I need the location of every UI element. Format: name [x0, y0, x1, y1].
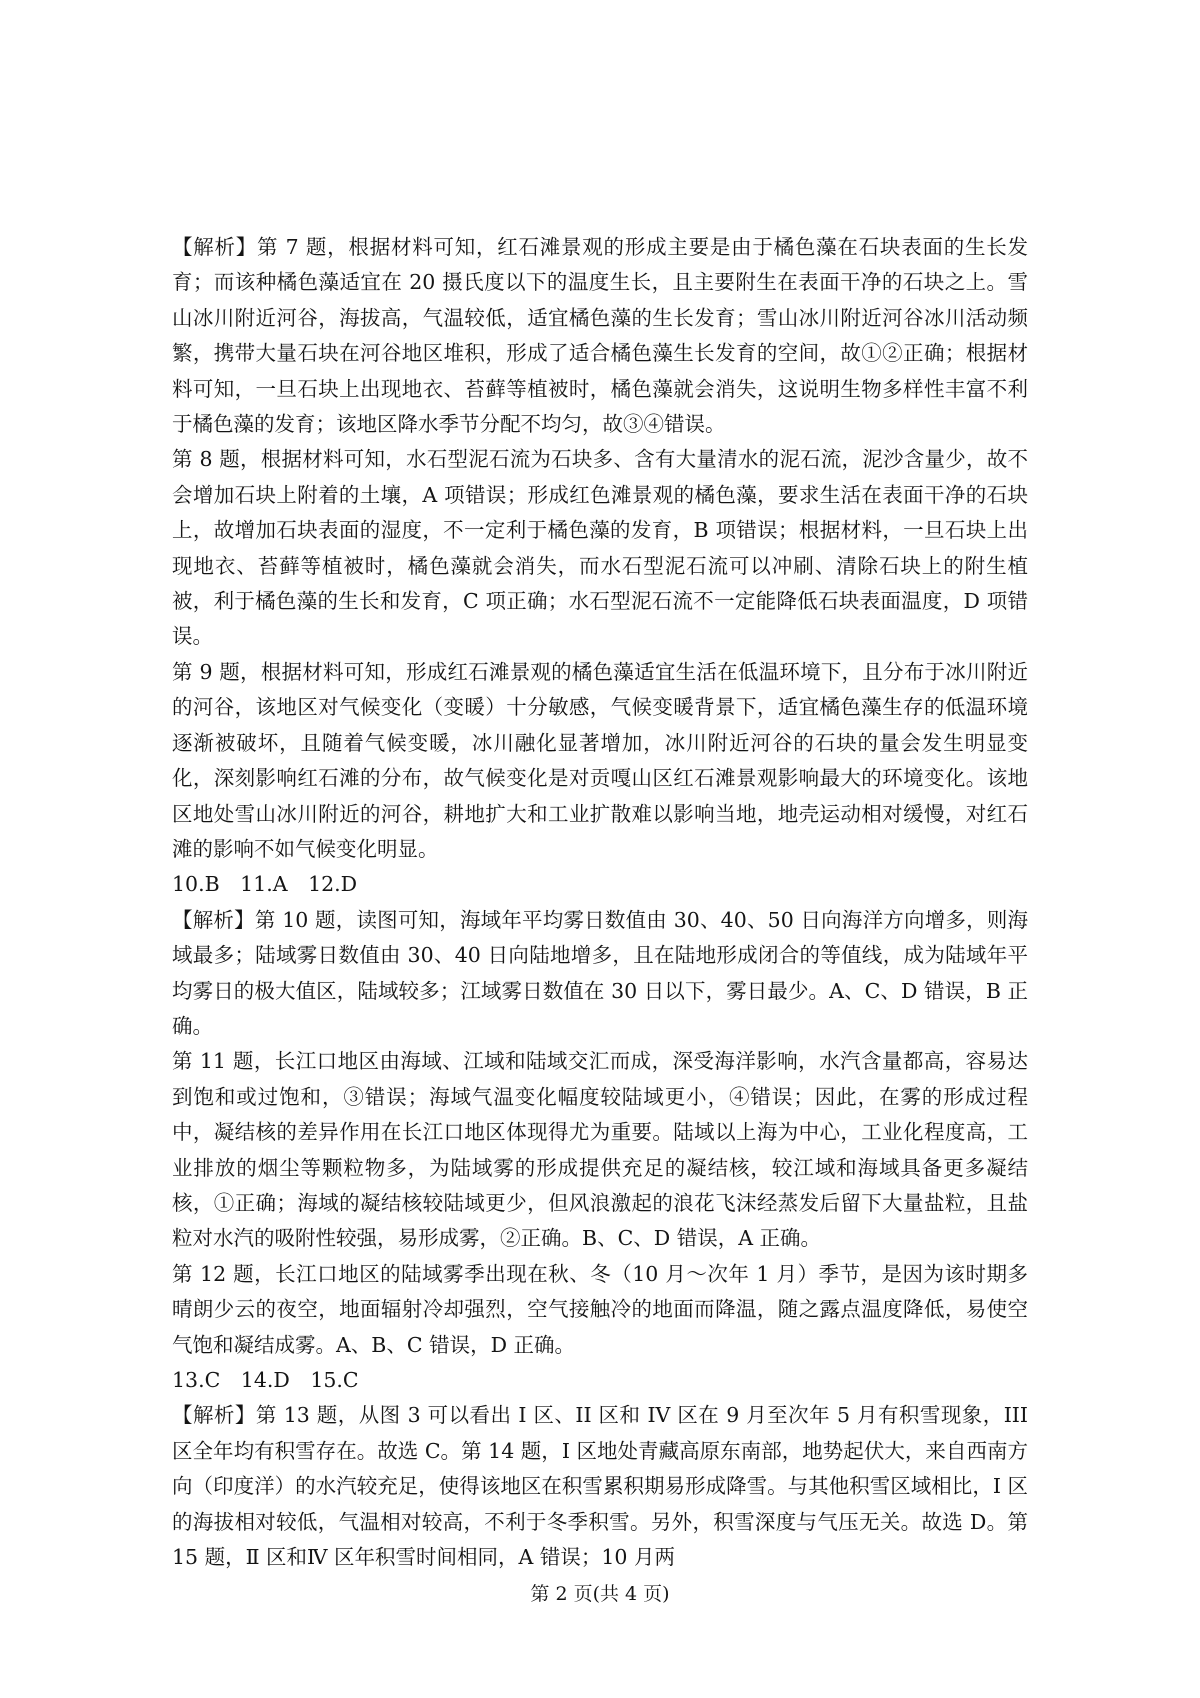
explanation-content	[172, 230, 1028, 1575]
explanation-q13-15	[172, 1398, 1028, 1575]
explanation-q11: 第 11 题，长江口地区由海域、江域和陆域交汇而成，深受海洋影响，水汽含量都高，容易达到饱和或过饱和，③错误；海域气温变化幅度较陆域更小，④错误；因此，在雾的形成过程中，凝结核的差异作用在长江口地区体现得尤为重要。陆域以上海为中心，工业化程度高，工业排放的烟尘等颗粒物多，为陆域雾的形成提供充足的凝结核，较江域和海域具备更多凝结核，①正确；海域的凝结核较陆域更少，但风浪激起的浪花飞沫经蒸发后留下大量盐粒，且盐粒对水汽的吸附性较强，易形成雾，②正确。B、C、D 错误，A 正确。	[172, 1049, 1028, 1251]
explanation-q13-15-text: 第 13 题，从图 3 可以看出 I 区、II 区和 IV 区在 9 月至次年 5 月有积雪现象，III 区全年均有积雪存在。故选 C。第 14 题，I 区地处青藏高原东南部，地势起伏大，来自西南方向（印度洋）的水汽较充足，使得该地区在积雪累积期易形成降雪。与其他积雪区域相比，I 区的海拔相对较低，气温相对较高，不利于冬季积雪。另外，积雪深度与气压无关。故选 D。第 15 题，Ⅱ 区和Ⅳ 区年积雪时间相同，A 错误；10 月两	[172, 1403, 1028, 1570]
analysis-tag: 【解析】	[172, 235, 258, 259]
answers-10-12: 10.B 11.A 12.D	[172, 872, 358, 897]
page-number: 第 2 页(共 4 页)	[530, 1583, 670, 1605]
explanation-q9: 第 9 题，根据材料可知，形成红石滩景观的橘色藻适宜生活在低温环境下，且分布于冰川附近的河谷，该地区对气候变化（变暖）十分敏感，气候变暖背景下，适宜橘色藻生存的低温环境逐渐被破坏，且随着气候变暖，冰川融化显著增加，冰川附近河谷的石块的量会发生明显变化，深刻影响红石滩的分布，故气候变化是对贡嘎山区红石滩景观影响最大的环境变化。该地区地处雪山冰川附近的河谷，耕地扩大和工业扩散难以影响当地，地壳运动相对缓慢，对红石滩的影响不如气候变化明显。	[172, 659, 1028, 861]
explanation-q8: 第 8 题，根据材料可知，水石型泥石流为石块多、含有大量清水的泥石流，泥沙含量少，故不会增加石块上附着的土壤，A 项错误；形成红色滩景观的橘色藻，要求生活在表面干净的石块上，故增加石块表面的湿度，不一定利于橘色藻的发育，B 项错误；根据材料，一旦石块上出现地衣、苔藓等植被时，橘色藻就会消失，而水石型泥石流可以冲刷、清除石块上的附生植被，利于橘色藻的生长和发育，C 项正确；水石型泥石流不一定能降低石块表面温度，D 项错误。	[172, 447, 1028, 649]
explanation-q10-text: 第 10 题，读图可知，海域年平均雾日数值由 30、40、50 日向海洋方向增多，则海域最多；陆域雾日数值由 30、40 日向陆地增多，且在陆地形成闭合的等值线，成为陆域年平均雾日的极大值区，陆域较多；江域雾日数值在 30 日以下，雾日最少。A、C、D 错误，B 正确。	[172, 907, 1029, 1038]
analysis-tag: 【解析】	[172, 1403, 256, 1428]
explanation-q7	[172, 230, 1028, 442]
explanation-q10	[172, 903, 1028, 1045]
explanation-q7-text: 第 7 题，根据材料可知，红石滩景观的形成主要是由于橘色藻在石块表面的生长发育；而该种橘色藻适宜在 20 摄氏度以下的温度生长，且主要附生在表面干净的石块之上。雪山冰川附近河谷，海拔高，气温较低，适宜橘色藻的生长发育；雪山冰川附近河谷冰川活动频繁，携带大量石块在河谷地区堆积，形成了适合橘色藻生长发育的空间，故①②正确；根据材料可知，一旦石块上出现地衣、苔藓等植被时，橘色藻就会消失，这说明生物多样性丰富不利于橘色藻的发育；该地区降水季节分配不均匀，故③④错误。	[172, 235, 1028, 437]
answers-13-15: 13.C 14.D 15.C	[172, 1368, 359, 1392]
explanation-q12: 第 12 题，长江口地区的陆域雾季出现在秋、冬（10 月～次年 1 月）季节，是因为该时期多晴朗少云的夜空，地面辐射冷却强烈，空气接触冷的地面而降温，随之露点温度降低，易使空气饱和凝结成雾。A、B、C 错误，D 正确。	[172, 1261, 1028, 1357]
analysis-tag: 【解析】	[172, 907, 255, 932]
